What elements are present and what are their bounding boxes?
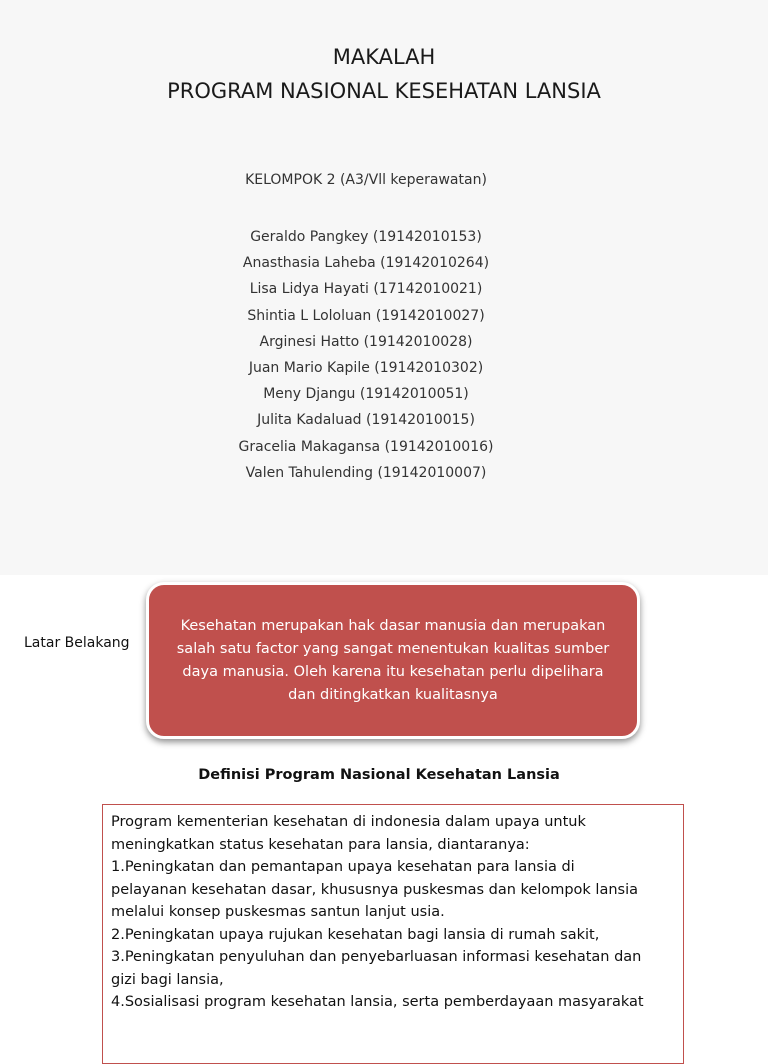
- background-label: Latar Belakang: [24, 635, 130, 651]
- definition-line: gizi bagi lansia,: [111, 971, 224, 988]
- member-item: Valen Tahulending (19142010007): [245, 464, 487, 481]
- definition-box: [102, 804, 684, 1064]
- member-item: Juan Mario Kapile (19142010302): [248, 360, 484, 377]
- member-item: Geraldo Pangkey (19142010153): [250, 229, 482, 245]
- member-item: Anasthasia Laheba (19142010264): [242, 255, 490, 272]
- member-item: Gracelia Makagansa (19142010016): [238, 438, 494, 455]
- page-subtitle: PROGRAM NASIONAL KESEHATAN LANSIA: [167, 79, 601, 103]
- member-item: Meny Djangu (19142010051): [263, 386, 469, 403]
- definition-line: 1.Peningkatan dan pemantapan upaya kesehatan para lansia di: [111, 859, 575, 875]
- definition-line: 4.Sosialisasi program kesehatan lansia, serta pemberdayaan masyarakat: [111, 994, 644, 1010]
- definition-line: meningkatkan status kesehatan para lansia, diantaranya:: [111, 836, 530, 853]
- definition-title: Definisi Program Nasional Kesehatan Lansia: [198, 767, 560, 783]
- member-item: Lisa Lidya Hayati (17142010021): [249, 281, 483, 298]
- member-list: [0, 224, 732, 486]
- definition-line: 3.Peningkatan penyuluhan dan penyebarluasan informasi kesehatan dan: [111, 949, 642, 965]
- background-box: [146, 582, 640, 739]
- member-item: Arginesi Hatto (19142010028): [259, 333, 473, 350]
- content-slide: [0, 575, 768, 1024]
- group-label: KELOMPOK 2 (A3/Vll keperawatan): [245, 172, 487, 188]
- member-item: Shintia L Lololuan (19142010027): [247, 307, 485, 324]
- page-title: MAKALAH: [332, 45, 436, 69]
- definition-line: 2.Peningkatan upaya rujukan kesehatan bagi lansia di rumah sakit,: [111, 926, 600, 943]
- background-text: Kesehatan merupakan hak dasar manusia dan merupakan salah satu factor yang sangat menentukan kualitas sumber daya manusia. Oleh karena itu kesehatan perlu dipelihara dan ditingkatkan kualitasnya: [176, 617, 610, 703]
- definition-line: Program kementerian kesehatan di indonesia dalam upaya untuk: [111, 814, 586, 830]
- definition-line: melalui konsep puskesmas santun lanjut usia.: [111, 904, 445, 920]
- member-item: Julita Kadaluad (19142010015): [257, 412, 475, 429]
- definition-line: pelayanan kesehatan dasar, khususnya puskesmas dan kelompok lansia: [111, 881, 638, 898]
